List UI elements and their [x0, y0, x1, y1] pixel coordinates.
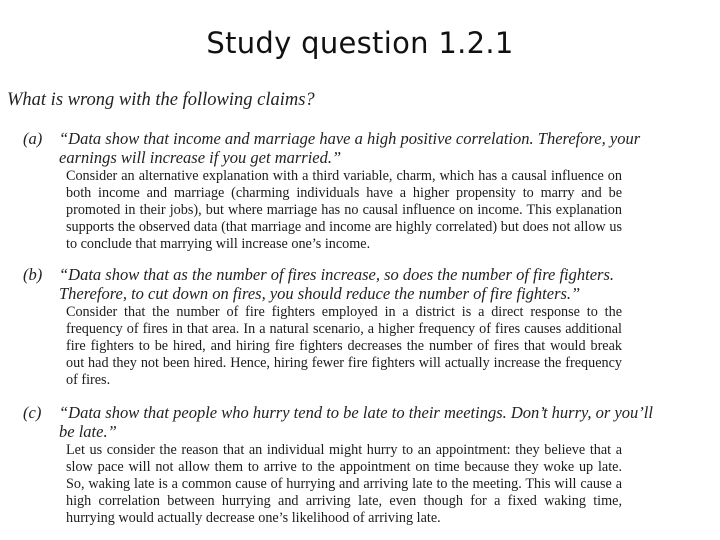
question-heading: What is wrong with the following claims? — [7, 90, 315, 110]
claim-marker: (b) — [23, 265, 43, 284]
claim-statement: “Data show that people who hurry tend to be late to their meetings. Don’t hurry, or you’ll be late.” — [59, 403, 653, 441]
claim-answer: Consider that the number of fire fighters employed in a district is a direct response to the frequency of fires in that area. In a natural scenario, a higher frequency of fires causes additional fire fighters to be hired, and hiring fire fighters decreases the number of fires that would break out had they not been hired. Hence, hiring fewer fire fighters will actually increase the frequency of fires. — [66, 304, 622, 389]
claim-statement: “Data show that as the number of fires increase, so does the number of fire fighters. Therefore, to cut down on fires, you should reduce the number of fire fighters.” — [59, 265, 615, 303]
claim-marker: (a) — [23, 129, 43, 148]
slide-title: Study question 1.2.1 — [206, 26, 514, 60]
claim-marker: (c) — [23, 403, 42, 422]
claim-answer: Let us consider the reason that an individual might hurry to an appointment: they believe that a slow pace will not allow them to arrive to the appointment on time because they woke up late. So, waking late is a common cause of hurrying and arriving late to the meeting. This will cause a high correlation between hurrying and arriving late, even though for a fixed waking time, hurrying would actually decrease one’s likelihood of arriving late. — [66, 442, 622, 527]
claim-answer: Consider an alternative explanation with a third variable, charm, which has a causal influence on both income and marriage (charming individuals have a higher propensity to marry and be promoted in their jobs), but where marriage has no causal influence on income. This explanation supports the observed data (that marriage and income are highly correlated) but does not allow us to conclude that marrying will increase one’s income. — [66, 168, 622, 253]
claim-statement: “Data show that income and marriage have a high positive correlation. Therefore, your earnings will increase if you get married.” — [59, 129, 641, 167]
